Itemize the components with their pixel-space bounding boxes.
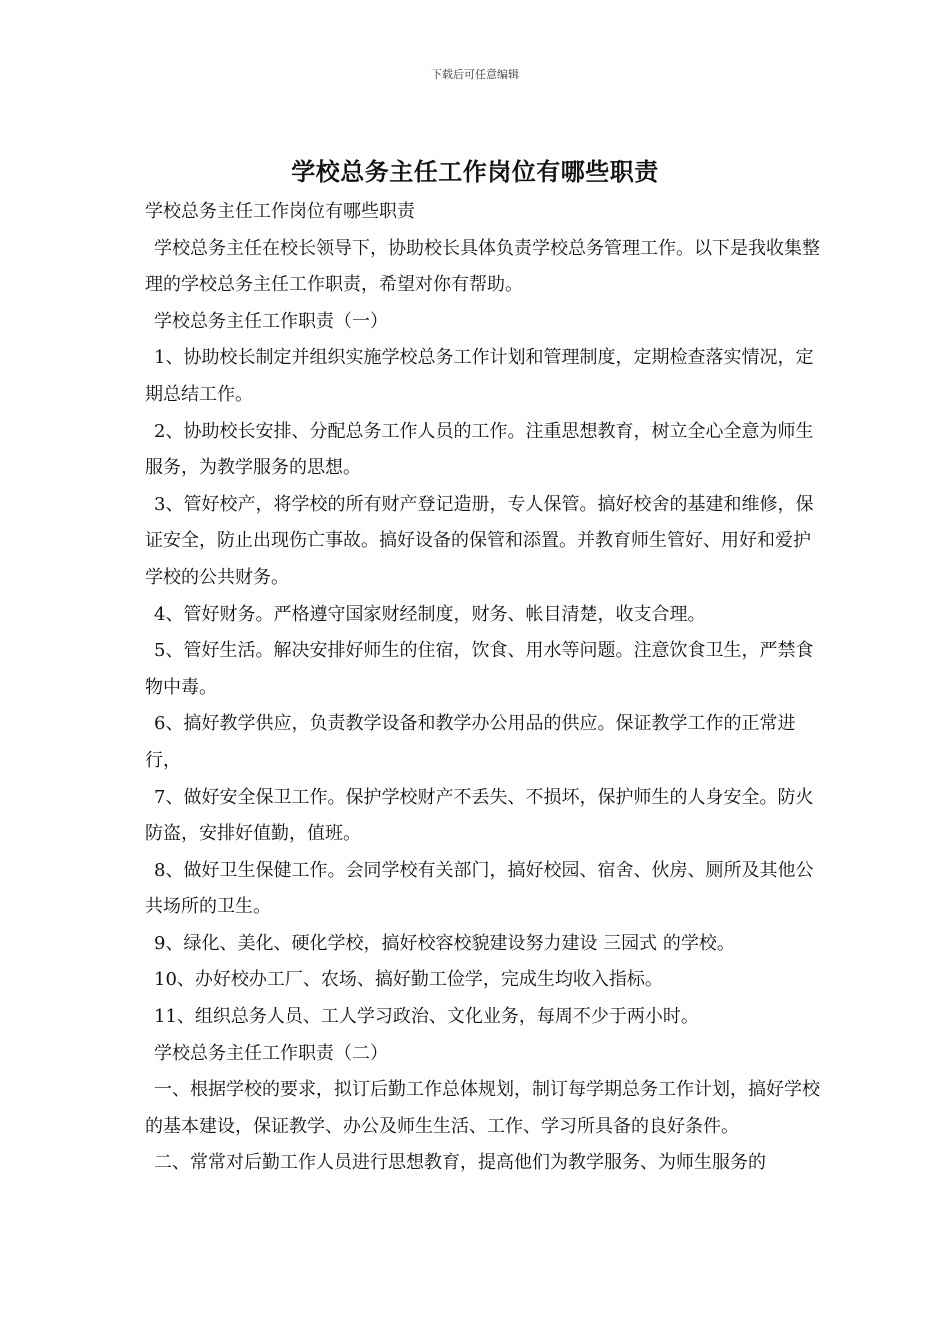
duty-item-2: 2、协助校长安排、分配总务工作人员的工作。注重思想教育，树立全心全意为师生服务，为教学服务的思想。: [145, 420, 814, 479]
document-title: 学校总务主任工作岗位有哪些职责: [291, 157, 659, 186]
duty-item-7: 7、做好安全保卫工作。保护学校财产不丢失、不损坏，保护师生的人身安全。防火防盗，安排好值勤，值班。: [145, 786, 814, 845]
section-heading-2: 学校总务主任工作职责（二）: [154, 1042, 388, 1064]
duty-item-11: 11、组织总务人员、工人学习政治、文化业务，每周不少于两小时。: [154, 1006, 699, 1028]
paragraph-intro: 学校总务主任在校长领导下，协助校长具体负责学校总务管理工作。以下是我收集整理的学校总务主任工作职责，希望对你有帮助。: [145, 237, 820, 296]
duty-item-2-2: 二、常常对后勤工作人员进行思想教育，提高他们为教学服务、为师生服务的: [154, 1152, 766, 1174]
duty-item-9: 9、绿化、美化、硬化学校，搞好校容校貌建设努力建设 三园式 的学校。: [154, 932, 735, 954]
document-body: [145, 194, 825, 1182]
header-note: 下载后可任意编辑: [431, 68, 519, 81]
paragraph-subtitle: 学校总务主任工作岗位有哪些职责: [145, 201, 415, 222]
section-heading-1: 学校总务主任工作职责（一）: [154, 310, 388, 332]
duty-item-10: 10、办好校办工厂、农场、搞好勤工俭学，完成生均收入指标。: [154, 969, 663, 991]
duty-item-8: 8、做好卫生保健工作。会同学校有关部门，搞好校园、宿舍、伙房、厕所及其他公共场所的卫生。: [145, 859, 814, 918]
duty-item-1: 1、协助校长制定并组织实施学校总务工作计划和管理制度，定期检查落实情况，定期总结工作。: [145, 347, 814, 405]
duty-item-3: 3、管好校产，将学校的所有财产登记造册，专人保管。搞好校舍的基建和维修，保证安全，防止出现伤亡事故。搞好设备的保管和添置。并教育师生管好、用好和爱护学校的公共财务。: [145, 493, 814, 588]
duty-item-4: 4、管好财务。严格遵守国家财经制度，财务、帐目清楚，收支合理。: [154, 603, 706, 625]
duty-item-5: 5、管好生活。解决安排好师生的住宿，饮食、用水等问题。注意饮食卫生，严禁食物中毒。: [145, 640, 814, 698]
duty-item-6: 6、搞好教学供应，负责教学设备和教学办公用品的供应。保证教学工作的正常进行，: [145, 713, 796, 771]
duty-item-2-1: 一、根据学校的要求，拟订后勤工作总体规划，制订每学期总务工作计划，搞好学校的基本建设，保证教学、办公及师生生活、工作、学习所具备的良好条件。: [145, 1079, 820, 1137]
